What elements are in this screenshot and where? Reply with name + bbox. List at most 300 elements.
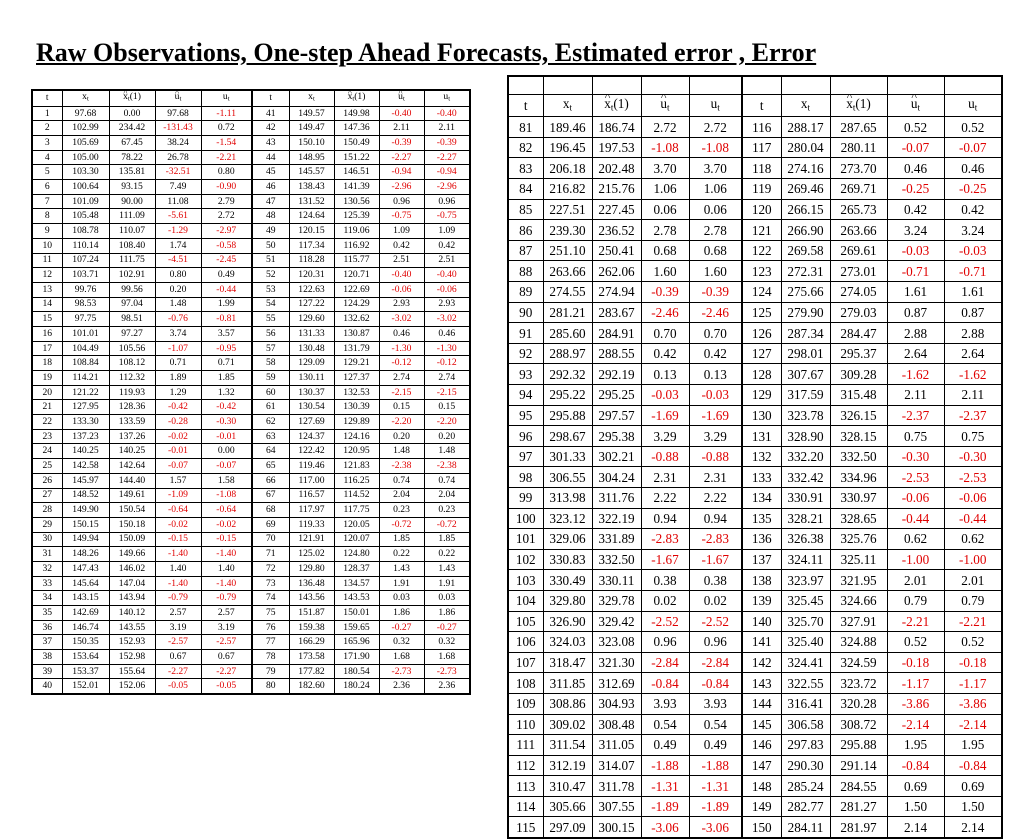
cell-t: 55 bbox=[252, 312, 289, 327]
headers-xhat-sub: t bbox=[127, 95, 130, 103]
table-row bbox=[508, 776, 1002, 797]
cell-x: 140.25 bbox=[62, 444, 109, 459]
cell-xhat: 279.03 bbox=[830, 302, 887, 323]
cell-x: 325.70 bbox=[781, 611, 830, 632]
cell-x: 330.91 bbox=[781, 487, 830, 508]
cell-x: 108.78 bbox=[62, 224, 109, 239]
cell-x: 119.33 bbox=[289, 517, 334, 532]
cell-t: 139 bbox=[742, 590, 781, 611]
headers-xhat-sub: t bbox=[852, 102, 856, 113]
cell-t: 85 bbox=[508, 199, 543, 220]
cell-u: 3.19 bbox=[201, 620, 252, 635]
cell-xhat: 124.16 bbox=[334, 429, 379, 444]
cell-t: 78 bbox=[252, 650, 289, 665]
cell-x: 269.46 bbox=[781, 179, 830, 200]
cell-u: 2.57 bbox=[201, 606, 252, 621]
cell-xhat: 308.72 bbox=[830, 714, 887, 735]
blank-cell bbox=[742, 76, 781, 95]
cell-t: 67 bbox=[252, 488, 289, 503]
cell-uhat: 0.13 bbox=[641, 364, 689, 385]
left-table-header bbox=[32, 90, 470, 106]
cell-uhat: -0.06 bbox=[379, 282, 424, 297]
cell-u: 0.74 bbox=[424, 473, 470, 488]
cell-xhat: 171.90 bbox=[334, 650, 379, 665]
cell-t: 1 bbox=[32, 106, 62, 121]
cell-x: 103.30 bbox=[62, 165, 109, 180]
headers-u-sub: t bbox=[227, 95, 230, 103]
headers-t: t bbox=[45, 92, 49, 104]
cell-uhat: 0.22 bbox=[379, 547, 424, 562]
cell-t: 9 bbox=[32, 224, 62, 239]
cell-x: 173.58 bbox=[289, 650, 334, 665]
cell-uhat: 1.89 bbox=[155, 371, 201, 386]
cell-xhat: 324.66 bbox=[830, 590, 887, 611]
cell-x: 117.34 bbox=[289, 238, 334, 253]
cell-x: 269.58 bbox=[781, 240, 830, 261]
cell-x: 122.63 bbox=[289, 282, 334, 297]
cell-u: -0.39 bbox=[424, 136, 470, 151]
cell-uhat: 11.08 bbox=[155, 194, 201, 209]
cell-uhat: 1.60 bbox=[641, 261, 689, 282]
cell-u: -2.37 bbox=[944, 405, 1002, 426]
cell-xhat: 143.53 bbox=[334, 591, 379, 606]
cell-x: 150.35 bbox=[62, 635, 109, 650]
cell-t: 115 bbox=[508, 817, 543, 838]
blank-cell bbox=[543, 76, 592, 95]
cell-xhat: 116.92 bbox=[334, 238, 379, 253]
cell-uhat: 2.51 bbox=[379, 253, 424, 268]
cell-uhat: 3.29 bbox=[641, 426, 689, 447]
cell-t: 44 bbox=[252, 150, 289, 165]
cell-x: 329.80 bbox=[543, 590, 592, 611]
cell-xhat: 152.93 bbox=[109, 635, 155, 650]
cell-xhat: 149.98 bbox=[334, 106, 379, 121]
cell-x: 330.83 bbox=[543, 549, 592, 570]
cell-u: -2.38 bbox=[424, 459, 470, 474]
cell-t: 22 bbox=[32, 415, 62, 430]
cell-xhat: 130.56 bbox=[334, 194, 379, 209]
cell-x: 279.90 bbox=[781, 302, 830, 323]
cell-xhat: 102.91 bbox=[109, 268, 155, 283]
cell-x: 274.16 bbox=[781, 158, 830, 179]
cell-uhat: 2.36 bbox=[379, 679, 424, 694]
table-row bbox=[508, 590, 1002, 611]
cell-uhat: 2.11 bbox=[379, 121, 424, 136]
cell-uhat: 0.70 bbox=[641, 323, 689, 344]
cell-u: -1.30 bbox=[424, 341, 470, 356]
cell-xhat: 143.55 bbox=[109, 620, 155, 635]
cell-x: 312.19 bbox=[543, 755, 592, 776]
cell-uhat: -0.88 bbox=[641, 446, 689, 467]
cell-xhat: 295.88 bbox=[830, 735, 887, 756]
cell-u: 0.52 bbox=[944, 117, 1002, 138]
cell-xhat: 155.64 bbox=[109, 664, 155, 679]
cell-u: -0.71 bbox=[944, 261, 1002, 282]
cell-uhat: -0.02 bbox=[155, 517, 201, 532]
cell-u: -1.88 bbox=[689, 755, 742, 776]
cell-uhat: -0.84 bbox=[887, 755, 944, 776]
cell-u: 0.38 bbox=[689, 570, 742, 591]
table-row bbox=[508, 735, 1002, 756]
cell-uhat: 2.64 bbox=[887, 343, 944, 364]
cell-x: 323.97 bbox=[781, 570, 830, 591]
cell-uhat: -131.43 bbox=[155, 121, 201, 136]
cell-x: 136.48 bbox=[289, 576, 334, 591]
headers-uhat-sub: t bbox=[667, 102, 670, 113]
cell-t: 61 bbox=[252, 400, 289, 415]
cell-xhat: 112.32 bbox=[109, 371, 155, 386]
cell-t: 60 bbox=[252, 385, 289, 400]
table-row bbox=[32, 503, 470, 518]
cell-x: 332.20 bbox=[781, 446, 830, 467]
cell-xhat: 90.00 bbox=[109, 194, 155, 209]
cell-u: -2.21 bbox=[944, 611, 1002, 632]
table-row bbox=[32, 591, 470, 606]
cell-x: 149.57 bbox=[289, 106, 334, 121]
cell-u: 0.42 bbox=[424, 238, 470, 253]
table-row bbox=[508, 137, 1002, 158]
cell-uhat: 3.70 bbox=[641, 158, 689, 179]
cell-t: 56 bbox=[252, 326, 289, 341]
cell-x: 147.43 bbox=[62, 561, 109, 576]
cell-t: 117 bbox=[742, 137, 781, 158]
cell-u: 1.43 bbox=[424, 561, 470, 576]
cell-t: 74 bbox=[252, 591, 289, 606]
cell-x: 285.60 bbox=[543, 323, 592, 344]
cell-t: 65 bbox=[252, 459, 289, 474]
cell-t: 89 bbox=[508, 282, 543, 303]
cell-x: 131.52 bbox=[289, 194, 334, 209]
cell-x: 166.29 bbox=[289, 635, 334, 650]
cell-u: 1.09 bbox=[424, 224, 470, 239]
table-row bbox=[32, 576, 470, 591]
cell-u: 1.48 bbox=[424, 444, 470, 459]
cell-t: 32 bbox=[32, 561, 62, 576]
cell-u: 1.06 bbox=[689, 179, 742, 200]
cell-xhat: 332.50 bbox=[830, 446, 887, 467]
cell-u: 1.86 bbox=[424, 606, 470, 621]
cell-t: 14 bbox=[32, 297, 62, 312]
cell-u: 0.42 bbox=[944, 199, 1002, 220]
cell-t: 28 bbox=[32, 503, 62, 518]
cell-u: -1.54 bbox=[201, 136, 252, 151]
table-row bbox=[32, 459, 470, 474]
cell-uhat: 0.49 bbox=[641, 735, 689, 756]
cell-u: 0.00 bbox=[201, 444, 252, 459]
cell-t: 23 bbox=[32, 429, 62, 444]
cell-u: 1.95 bbox=[944, 735, 1002, 756]
table-row bbox=[508, 817, 1002, 838]
table-row bbox=[32, 547, 470, 562]
headers-uhat: ^ u bbox=[398, 91, 403, 103]
table-row bbox=[508, 570, 1002, 591]
cell-t: 17 bbox=[32, 341, 62, 356]
blank-cell bbox=[944, 76, 1002, 95]
cell-u: 1.50 bbox=[944, 796, 1002, 817]
cell-u: -0.25 bbox=[944, 179, 1002, 200]
cell-t: 140 bbox=[742, 611, 781, 632]
cell-u: -0.44 bbox=[944, 508, 1002, 529]
cell-x: 322.55 bbox=[781, 673, 830, 694]
cell-t: 57 bbox=[252, 341, 289, 356]
cell-t: 10 bbox=[32, 238, 62, 253]
cell-x: 284.11 bbox=[781, 817, 830, 838]
cell-xhat: 197.53 bbox=[592, 137, 641, 158]
cell-xhat: 332.50 bbox=[592, 549, 641, 570]
cell-uhat: 0.46 bbox=[887, 158, 944, 179]
table-row bbox=[508, 364, 1002, 385]
cell-t: 15 bbox=[32, 312, 62, 327]
cell-x: 151.87 bbox=[289, 606, 334, 621]
cell-xhat: 215.76 bbox=[592, 179, 641, 200]
table-row bbox=[32, 561, 470, 576]
cell-t: 116 bbox=[742, 117, 781, 138]
cell-t: 124 bbox=[742, 282, 781, 303]
table-row bbox=[32, 429, 470, 444]
cell-x: 298.67 bbox=[543, 426, 592, 447]
cell-uhat: 2.04 bbox=[379, 488, 424, 503]
cell-t: 77 bbox=[252, 635, 289, 650]
cell-t: 111 bbox=[508, 735, 543, 756]
cell-u: 2.04 bbox=[424, 488, 470, 503]
cell-uhat: 1.85 bbox=[379, 532, 424, 547]
cell-xhat: 128.37 bbox=[334, 561, 379, 576]
cell-u: -1.69 bbox=[689, 405, 742, 426]
cell-t: 62 bbox=[252, 415, 289, 430]
cell-t: 95 bbox=[508, 405, 543, 426]
cell-t: 81 bbox=[508, 117, 543, 138]
cell-x: 280.04 bbox=[781, 137, 830, 158]
cell-x: 127.69 bbox=[289, 415, 334, 430]
column-header-xhat bbox=[830, 95, 887, 117]
table-row bbox=[32, 312, 470, 327]
cell-xhat: 312.69 bbox=[592, 673, 641, 694]
cell-t: 13 bbox=[32, 282, 62, 297]
cell-xhat: 111.09 bbox=[109, 209, 155, 224]
cell-x: 290.30 bbox=[781, 755, 830, 776]
cell-u: -2.52 bbox=[689, 611, 742, 632]
cell-uhat: -0.18 bbox=[887, 652, 944, 673]
column-header-u bbox=[689, 95, 742, 117]
right-table-header bbox=[508, 76, 1002, 117]
cell-uhat: 0.02 bbox=[641, 590, 689, 611]
cell-t: 58 bbox=[252, 356, 289, 371]
cell-x: 152.01 bbox=[62, 679, 109, 694]
cell-x: 130.37 bbox=[289, 385, 334, 400]
cell-xhat: 129.89 bbox=[334, 415, 379, 430]
cell-uhat: 0.46 bbox=[379, 326, 424, 341]
blank-cell bbox=[830, 76, 887, 95]
cell-t: 21 bbox=[32, 400, 62, 415]
cell-x: 307.67 bbox=[781, 364, 830, 385]
headers-x: x bbox=[800, 96, 808, 111]
cell-t: 84 bbox=[508, 179, 543, 200]
cell-u: -0.03 bbox=[689, 385, 742, 406]
header-row bbox=[32, 90, 470, 106]
cell-t: 101 bbox=[508, 529, 543, 550]
cell-x: 100.64 bbox=[62, 180, 109, 195]
cell-xhat: 288.55 bbox=[592, 343, 641, 364]
cell-uhat: -3.86 bbox=[887, 693, 944, 714]
cell-u: -0.94 bbox=[424, 165, 470, 180]
cell-u: -1.00 bbox=[944, 549, 1002, 570]
cell-x: 323.78 bbox=[781, 405, 830, 426]
headers-u: u bbox=[222, 91, 228, 102]
page-title: Raw Observations, One-step Ahead Forecasts, Estimated error , Error bbox=[36, 38, 817, 67]
cell-u: -0.72 bbox=[424, 517, 470, 532]
cell-t: 64 bbox=[252, 444, 289, 459]
cell-x: 328.90 bbox=[781, 426, 830, 447]
cell-uhat: -1.69 bbox=[641, 405, 689, 426]
cell-t: 113 bbox=[508, 776, 543, 797]
headers-t: t bbox=[759, 98, 764, 114]
cell-t: 112 bbox=[508, 755, 543, 776]
cell-u: -1.08 bbox=[201, 488, 252, 503]
cell-uhat: 0.94 bbox=[641, 508, 689, 529]
cell-u: 1.68 bbox=[424, 650, 470, 665]
cell-x: 309.02 bbox=[543, 714, 592, 735]
cell-xhat: 300.15 bbox=[592, 817, 641, 838]
cell-x: 149.90 bbox=[62, 503, 109, 518]
cell-t: 36 bbox=[32, 620, 62, 635]
cell-xhat: 119.06 bbox=[334, 224, 379, 239]
cell-u: 2.51 bbox=[424, 253, 470, 268]
table-row bbox=[508, 529, 1002, 550]
cell-xhat: 269.71 bbox=[830, 179, 887, 200]
table-row bbox=[32, 385, 470, 400]
table-row bbox=[508, 405, 1002, 426]
cell-t: 132 bbox=[742, 446, 781, 467]
cell-x: 149.47 bbox=[289, 121, 334, 136]
cell-x: 266.90 bbox=[781, 220, 830, 241]
cell-x: 275.66 bbox=[781, 282, 830, 303]
cell-x: 196.45 bbox=[543, 137, 592, 158]
cell-u: -3.86 bbox=[944, 693, 1002, 714]
cell-x: 313.98 bbox=[543, 487, 592, 508]
cell-xhat: 134.57 bbox=[334, 576, 379, 591]
cell-xhat: 122.69 bbox=[334, 282, 379, 297]
cell-t: 39 bbox=[32, 664, 62, 679]
cell-t: 90 bbox=[508, 302, 543, 323]
cell-uhat: 0.42 bbox=[641, 343, 689, 364]
cell-xhat: 325.11 bbox=[830, 549, 887, 570]
cell-u: -2.27 bbox=[424, 150, 470, 165]
column-header-x bbox=[543, 95, 592, 117]
table-row bbox=[32, 371, 470, 386]
cell-uhat: 1.68 bbox=[379, 650, 424, 665]
cell-u: -0.07 bbox=[944, 137, 1002, 158]
cell-xhat: 180.54 bbox=[334, 664, 379, 679]
table-row bbox=[508, 611, 1002, 632]
cell-t: 49 bbox=[252, 224, 289, 239]
cell-uhat: 1.43 bbox=[379, 561, 424, 576]
cell-u: -1.62 bbox=[944, 364, 1002, 385]
cell-x: 150.10 bbox=[289, 136, 334, 151]
cell-t: 91 bbox=[508, 323, 543, 344]
cell-x: 317.59 bbox=[781, 385, 830, 406]
cell-uhat: -0.12 bbox=[379, 356, 424, 371]
cell-xhat: 265.73 bbox=[830, 199, 887, 220]
cell-u: -2.20 bbox=[424, 415, 470, 430]
cell-u: 0.03 bbox=[424, 591, 470, 606]
cell-u: 2.14 bbox=[944, 817, 1002, 838]
cell-uhat: -2.73 bbox=[379, 664, 424, 679]
cell-t: 141 bbox=[742, 632, 781, 653]
cell-uhat: 1.74 bbox=[155, 238, 201, 253]
cell-xhat: 327.91 bbox=[830, 611, 887, 632]
cell-x: 288.17 bbox=[781, 117, 830, 138]
headers-xhat-arg: (1) bbox=[613, 96, 629, 111]
cell-x: 311.54 bbox=[543, 735, 592, 756]
cell-x: 108.84 bbox=[62, 356, 109, 371]
cell-uhat: -1.17 bbox=[887, 673, 944, 694]
cell-x: 295.22 bbox=[543, 385, 592, 406]
cell-u: 1.60 bbox=[689, 261, 742, 282]
cell-xhat: 133.59 bbox=[109, 415, 155, 430]
cell-xhat: 124.29 bbox=[334, 297, 379, 312]
cell-t: 6 bbox=[32, 180, 62, 195]
cell-t: 76 bbox=[252, 620, 289, 635]
cell-uhat: -1.62 bbox=[887, 364, 944, 385]
cell-u: 0.62 bbox=[944, 529, 1002, 550]
cell-x: 326.38 bbox=[781, 529, 830, 550]
cell-xhat: 324.88 bbox=[830, 632, 887, 653]
cell-t: 98 bbox=[508, 467, 543, 488]
cell-xhat: 125.39 bbox=[334, 209, 379, 224]
cell-xhat: 284.91 bbox=[592, 323, 641, 344]
cell-u: 0.02 bbox=[689, 590, 742, 611]
blank-cell bbox=[641, 76, 689, 95]
cell-xhat: 130.87 bbox=[334, 326, 379, 341]
cell-uhat: 0.54 bbox=[641, 714, 689, 735]
cell-xhat: 152.06 bbox=[109, 679, 155, 694]
cell-uhat: -0.25 bbox=[887, 179, 944, 200]
cell-xhat: 115.77 bbox=[334, 253, 379, 268]
cell-uhat: -2.37 bbox=[887, 405, 944, 426]
headers-x: x bbox=[308, 91, 313, 102]
cell-t: 72 bbox=[252, 561, 289, 576]
cell-uhat: 0.52 bbox=[887, 632, 944, 653]
cell-u: -2.14 bbox=[944, 714, 1002, 735]
table-row bbox=[32, 297, 470, 312]
cell-x: 133.30 bbox=[62, 415, 109, 430]
cell-xhat: 236.52 bbox=[592, 220, 641, 241]
cell-uhat: -2.84 bbox=[641, 652, 689, 673]
cell-u: -0.44 bbox=[201, 282, 252, 297]
column-header-uhat bbox=[641, 95, 689, 117]
column-header-xhat bbox=[334, 90, 379, 106]
cell-xhat: 202.48 bbox=[592, 158, 641, 179]
cell-x: 266.15 bbox=[781, 199, 830, 220]
cell-x: 119.46 bbox=[289, 459, 334, 474]
cell-xhat: 321.30 bbox=[592, 652, 641, 673]
table-row bbox=[508, 199, 1002, 220]
table-row bbox=[508, 343, 1002, 364]
cell-uhat: 2.31 bbox=[641, 467, 689, 488]
headers-uhat: ^ u bbox=[660, 95, 667, 112]
cell-u: -0.05 bbox=[201, 679, 252, 694]
cell-uhat: -0.75 bbox=[379, 209, 424, 224]
cell-t: 94 bbox=[508, 385, 543, 406]
cell-t: 46 bbox=[252, 180, 289, 195]
cell-u: 0.22 bbox=[424, 547, 470, 562]
cell-uhat: -32.51 bbox=[155, 165, 201, 180]
cell-uhat: 1.91 bbox=[379, 576, 424, 591]
cell-t: 68 bbox=[252, 503, 289, 518]
cell-t: 59 bbox=[252, 371, 289, 386]
cell-t: 129 bbox=[742, 385, 781, 406]
cell-t: 150 bbox=[742, 817, 781, 838]
